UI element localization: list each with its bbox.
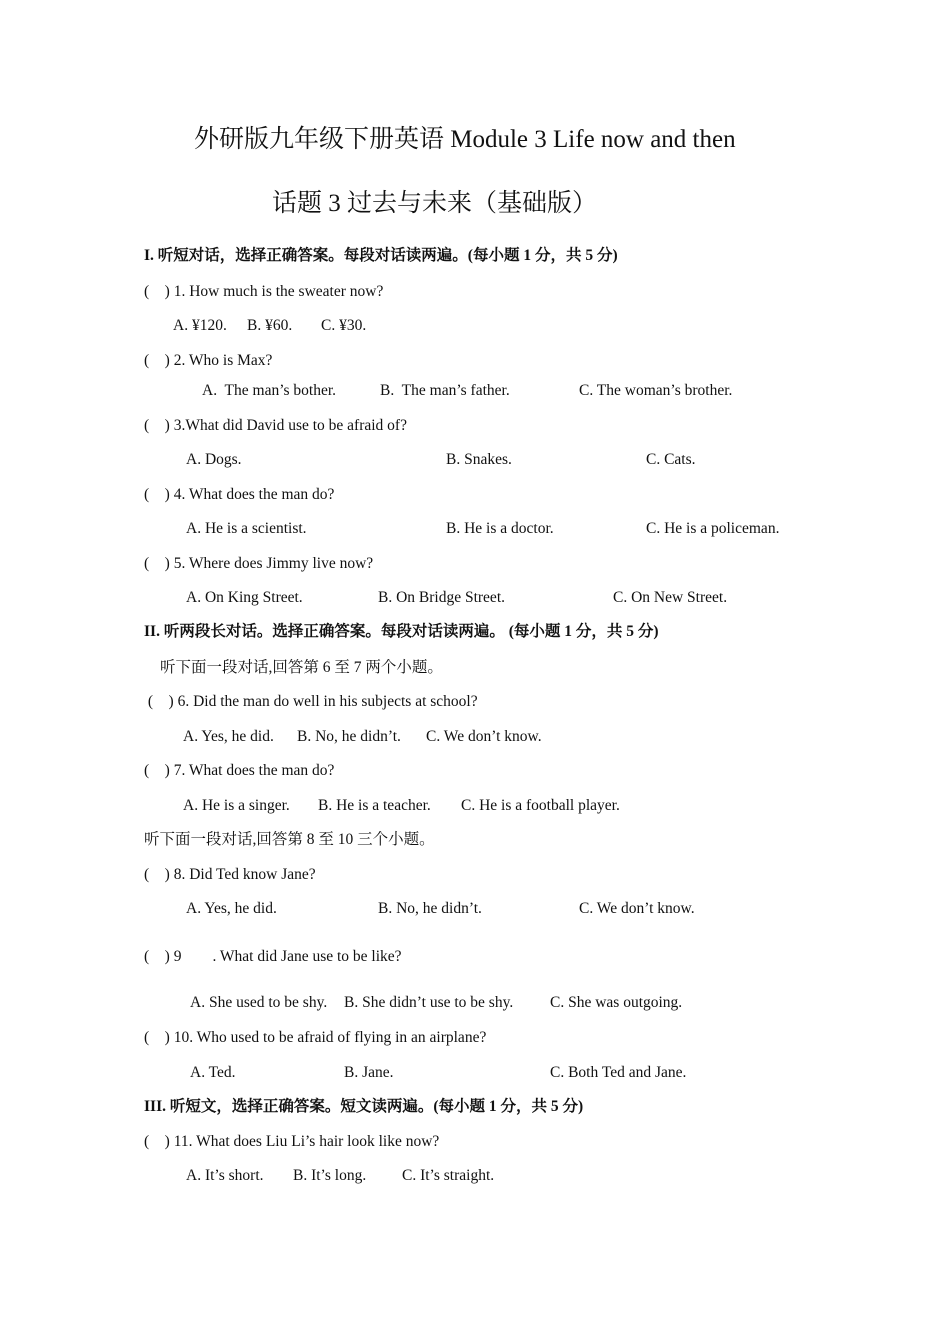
q3-option-a: A. Dogs. [186, 451, 242, 468]
question-1: ( ) 1. How much is the sweater now? [144, 283, 384, 300]
q8-option-b: B. No, he didn’t. [378, 900, 482, 917]
q5-option-a: A. On King Street. [186, 589, 303, 606]
q4-option-c: C. He is a policeman. [646, 520, 780, 537]
page-subtitle: 话题 3 过去与未来（基础版） [272, 190, 598, 217]
q2-option-c: C. The woman’s brother. [579, 382, 733, 399]
q8-option-c: C. We don’t know. [579, 900, 695, 917]
q6-option-b: B. No, he didn’t. [297, 728, 401, 745]
q4-option-b: B. He is a doctor. [446, 520, 554, 537]
question-10: ( ) 10. Who used to be afraid of flying in an airplane? [144, 1029, 487, 1046]
q6-option-c: C. We don’t know. [426, 728, 542, 745]
q11-option-b: B. It’s long. [293, 1167, 367, 1184]
q9-option-a: A. She used to be shy. [190, 994, 328, 1011]
q3-option-b: B. Snakes. [446, 451, 512, 468]
q9-option-c: C. She was outgoing. [550, 994, 683, 1011]
q10-option-b: B. Jane. [344, 1064, 394, 1081]
q11-option-a: A. It’s short. [186, 1167, 264, 1184]
q10-option-c: C. Both Ted and Jane. [550, 1064, 687, 1081]
q6-option-a: A. Yes, he did. [183, 728, 274, 745]
question-7: ( ) 7. What does the man do? [144, 762, 335, 779]
q10-option-a: A. Ted. [190, 1064, 236, 1081]
q1-option-b: B. ¥60. [247, 317, 293, 334]
q2-option-a: A. The man’s bother. [202, 382, 337, 399]
question-2: ( ) 2. Who is Max? [144, 352, 273, 369]
section-2-intro-1: 听下面一段对话,回答第 6 至 7 两个小题。 [160, 659, 443, 676]
page-title: 外研版九年级下册英语 Module 3 Life now and then [194, 126, 736, 153]
q11-option-c: C. It’s straight. [402, 1167, 495, 1184]
question-3: ( ) 3.What did David use to be afraid of? [144, 417, 407, 434]
q8-option-a: A. Yes, he did. [186, 900, 277, 917]
question-11: ( ) 11. What does Liu Li’s hair look like now? [144, 1133, 440, 1150]
question-9: ( ) 9 . What did Jane use to be like? [144, 948, 402, 965]
question-6: ( ) 6. Did the man do well in his subjects at school? [144, 693, 478, 710]
q7-option-c: C. He is a football player. [461, 797, 620, 814]
q1-option-c: C. ¥30. [321, 317, 367, 334]
question-5: ( ) 5. Where does Jimmy live now? [144, 555, 374, 572]
section-2-intro-2: 听下面一段对话,回答第 8 至 10 三个小题。 [144, 831, 435, 848]
q3-option-c: C. Cats. [646, 451, 696, 468]
section-2-heading: II. 听两段长对话。选择正确答案。每段对话读两遍。 (每小题 1 分，共 5 分) [144, 623, 659, 640]
q1-option-a: A. ¥120. [173, 317, 227, 334]
section-1-heading: I. 听短对话，选择正确答案。每段对话读两遍。(每小题 1 分，共 5 分) [144, 247, 618, 264]
q5-option-b: B. On Bridge Street. [378, 589, 505, 606]
q2-option-b: B. The man’s father. [380, 382, 510, 399]
question-8: ( ) 8. Did Ted know Jane? [144, 866, 316, 883]
q4-option-a: A. He is a scientist. [186, 520, 307, 537]
q5-option-c: C. On New Street. [613, 589, 728, 606]
q7-option-a: A. He is a singer. [183, 797, 290, 814]
section-3-heading: III. 听短文，选择正确答案。短文读两遍。(每小题 1 分，共 5 分) [144, 1098, 584, 1115]
q9-option-b: B. She didn’t use to be shy. [344, 994, 514, 1011]
question-4: ( ) 4. What does the man do? [144, 486, 335, 503]
q7-option-b: B. He is a teacher. [318, 797, 431, 814]
